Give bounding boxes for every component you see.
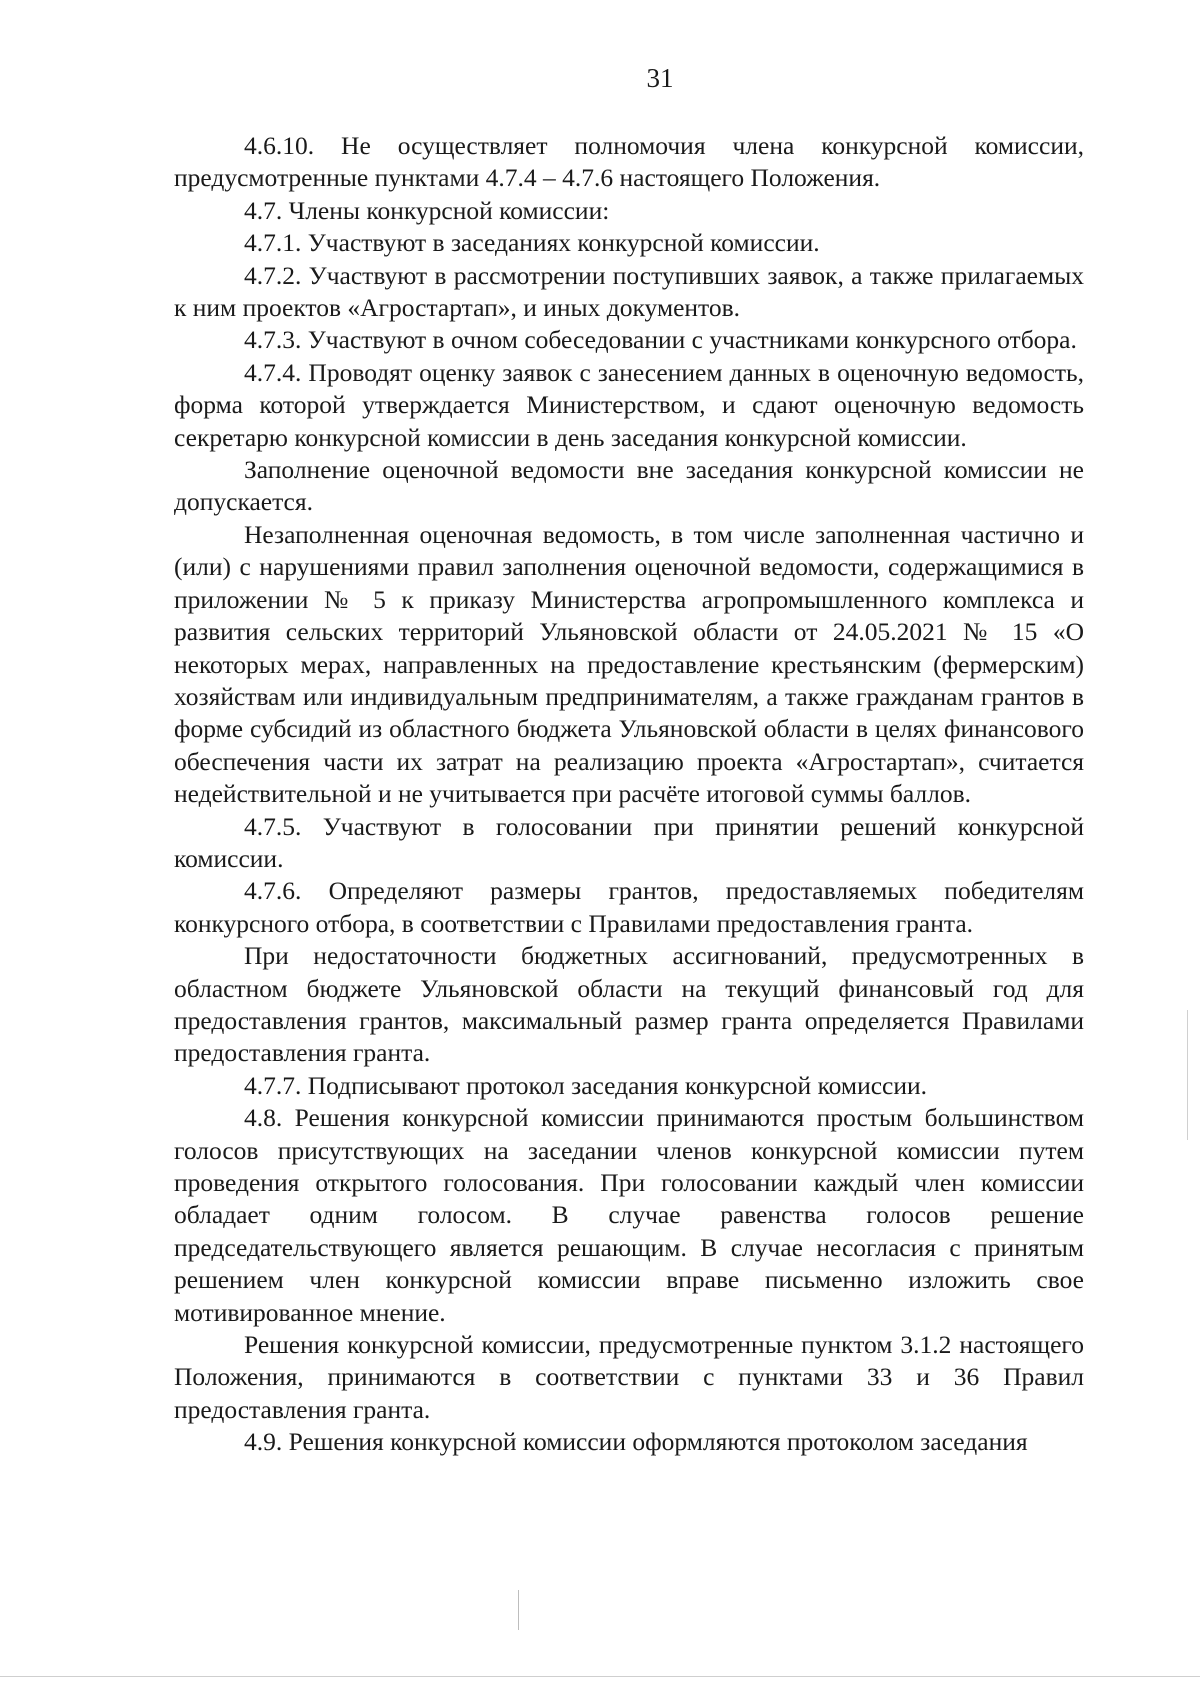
scan-artifact-line — [1187, 1010, 1188, 1140]
paragraph-decisions-3-1-2: Решения конкурсной комиссии, предусмотренные пунктом 3.1.2 настоящего Положения, принимаются в соответствии с пунктами 33 и 36 Правил предоставления гранта. — [174, 1330, 1084, 1424]
page-number: 31 — [646, 63, 674, 93]
paragraph-invalid-sheet: Незаполненная оценочная ведомость, в том числе заполненная частично и (или) с нарушениями правил заполнения оценочной ведомости, содержащимися в приложении № 5 к приказу Министерства агропромышленного комплекса и развития сельских территорий Ульяновской области от 24.05.2021 № 15 «О некоторых мерах, направленных на предоставление крестьянским (фермерским) хозяйствам или индивидуальным предпринимателям, а также гражданам грантов в форме субсидий из областного бюджета Ульяновской области в целях финансового обеспечения части их затрат на реализацию проекта «Агростартап», считается недействительной и не учитывается при расчёте итоговой суммы баллов. — [174, 519, 1084, 809]
paragraph-filling-rule: Заполнение оценочной ведомости вне заседания конкурсной комиссии не допускается. — [174, 455, 1084, 517]
paragraph-budget-shortage: При недостаточности бюджетных ассигнований, предусмотренных в областном бюджете Ульяновской области на текущий финансовый год для предоставления грантов, максимальный размер гранта определяется Правилами предоставления гранта. — [174, 941, 1084, 1068]
paragraph-4-6-10: 4.6.10. Не осуществляет полномочия члена конкурсной комиссии, предусмотренные пунктами 4.7.4 – 4.7.6 настоящего Положения. — [174, 131, 1084, 193]
paragraph-4-9: 4.9. Решения конкурсной комиссии оформляются протоколом заседания — [244, 1427, 1028, 1457]
paragraph-4-7-6: 4.7.6. Определяют размеры грантов, предоставляемых победителям конкурсного отбора, в соответствии с Правилами предоставления гранта. — [174, 876, 1084, 938]
scan-artifact-line — [518, 1590, 519, 1630]
paragraph-4-7-2: 4.7.2. Участвуют в рассмотрении поступивших заявок, а также прилагаемых к ним проектов «Агростартап», и иных документов. — [174, 260, 1084, 323]
paragraph-4-7-5: 4.7.5. Участвуют в голосовании при принятии решений конкурсной комиссии. — [174, 811, 1084, 873]
paragraph-4-7-7: 4.7.7. Подписывают протокол заседания конкурсной комиссии. — [244, 1070, 928, 1100]
paragraph-4-7-3: 4.7.3. Участвуют в очном собеседовании с участниками конкурсного отбора. — [244, 325, 1077, 355]
paragraph-4-7-1: 4.7.1. Участвуют в заседаниях конкурсной комиссии. — [244, 228, 820, 258]
paragraph-4-8: 4.8. Решения конкурсной комиссии принимаются простым большинством голосов присутствующих на заседании членов конкурсной комиссии путем проведения открытого голосования. При голосовании каждый член комиссии обладает одним голосом. В случае равенства голосов решение председательствующего является решающим. В случае несогласия с принятым решением член конкурсной комиссии вправе письменно изложить свое мотивированное мнение. — [174, 1103, 1084, 1327]
scan-artifact-edge — [0, 1676, 1200, 1677]
paragraph-4-7-4: 4.7.4. Проводят оценку заявок с занесением данных в оценочную ведомость, форма которой утверждается Министерством, и сдают оценочную ведомость секретарю конкурсной комиссии в день заседания конкурсной комиссии. — [174, 357, 1084, 452]
document-body — [174, 130, 1084, 1459]
paragraph-4-7: 4.7. Члены конкурсной комиссии: — [244, 195, 610, 225]
